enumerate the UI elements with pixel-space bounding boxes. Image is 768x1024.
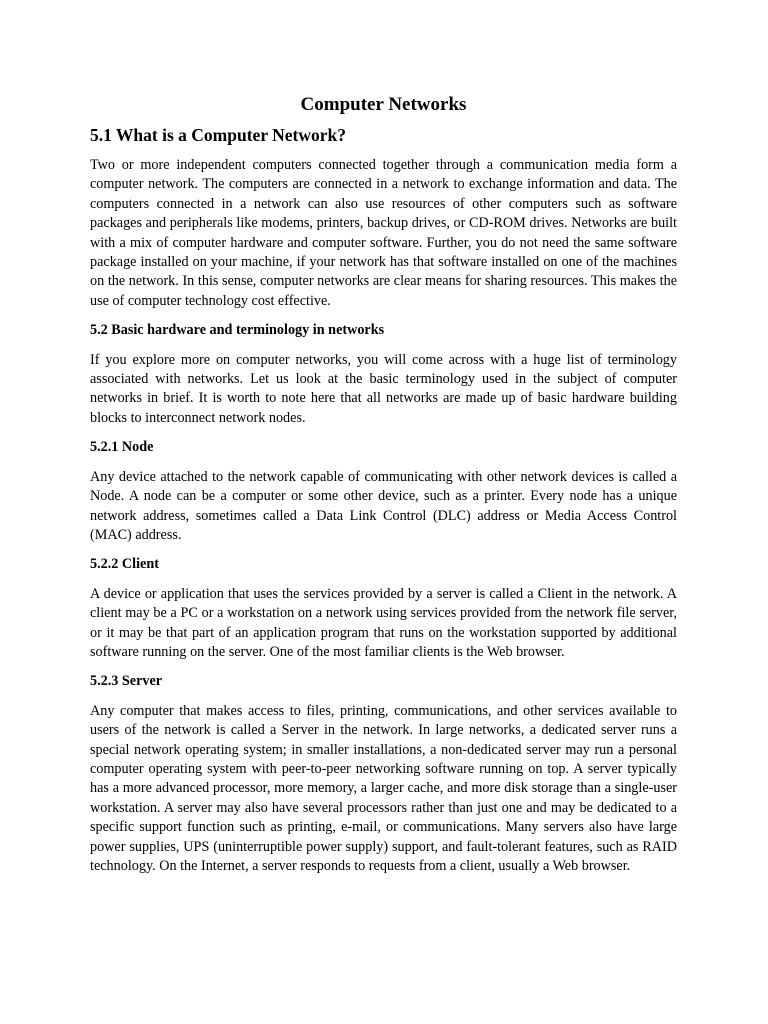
section-body-5-2-1: Any device attached to the network capable of communicating with other network devices is called a Node. A node can be a computer or some other device, such as a printer. Every node has a unique network address, sometimes called a Data Link Control (DLC) address or Media Access Control (MAC) address. xyxy=(90,468,677,543)
section-body-5-2-2: A device or application that uses the services provided by a server is called a Client in the network. A client may be a PC or a workstation on a network using services provided from the network file server, or it may be that part of an application program that runs on the workstation supported by additional software running on the server. One of the most familiar clients is the Web browser. xyxy=(90,585,677,660)
section-heading-5-2: 5.2 Basic hardware and terminology in networks xyxy=(90,322,385,339)
document-page xyxy=(90,92,677,886)
section-heading-5-2-1: 5.2.1 Node xyxy=(90,439,154,456)
section-body-5-1: Two or more independent computers connected together through a communication media form a computer network. The computers are connected in a network to exchange information and data. The computers connected in a network can also use resources of other computers such as software packages and peripherals like modems, printers, backup drives, or CD-ROM drives. Networks are built with a mix of computer hardware and computer software. Further, you do not need the same software package installed on your machine, if your network has that software installed on one of the machines on the network. In this sense, computer networks are clear means for sharing resources. This makes the use of computer technology cost effective. xyxy=(90,157,677,309)
section-heading-5-1: 5.1 What is a Computer Network? xyxy=(90,125,347,145)
section-body-5-2: If you explore more on computer networks, you will come across with a huge list of terminology associated with networks. Let us look at the basic terminology used in the subject of computer networks in brief. It is worth to note here that all networks are made up of basic hardware building blocks to interconnect network nodes. xyxy=(90,351,677,426)
section-heading-5-2-2: 5.2.2 Client xyxy=(90,556,159,573)
document-title: Computer Networks xyxy=(300,94,467,115)
section-heading-5-2-3: 5.2.3 Server xyxy=(90,673,163,690)
section-body-5-2-3: Any computer that makes access to files, printing, communications, and other services available to users of the network is called a Server in the network. In large networks, a dedicated server runs a special network operating system; in smaller installations, a non-dedicated server may run a personal computer operating system with peer-to-peer networking software running on top. A server typically has a more advanced processor, more memory, a larger cache, and more disk storage than a single-user workstation. A server may also have several processors rather than just one and may be dedicated to a specific support function such as printing, e-mail, or communications. Many servers also have large power supplies, UPS (uninterruptible power supply) support, and fault-tolerant features, such as RAID technology. On the Internet, a server responds to requests from a client, usually a Web browser. xyxy=(90,702,677,874)
